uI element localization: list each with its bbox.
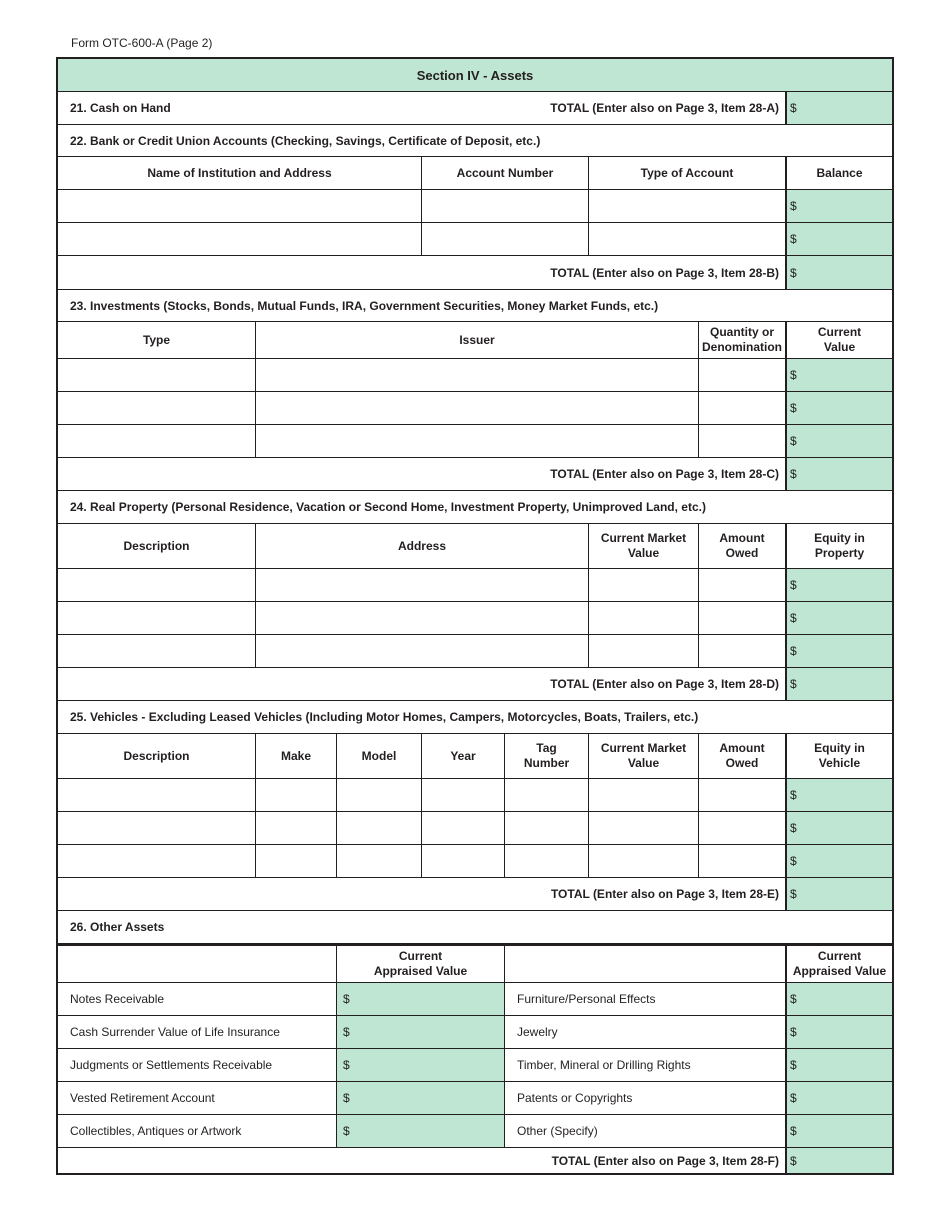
section-title: Section IV - Assets — [58, 59, 892, 91]
quantity-field[interactable] — [698, 359, 785, 391]
real-property-col-header: Amount Owed — [698, 524, 785, 568]
property-address-field[interactable] — [255, 602, 588, 634]
make-field[interactable] — [255, 812, 336, 844]
asset-value-field[interactable] — [785, 1016, 892, 1048]
cash-on-hand-label: 21. Cash on Hand — [70, 101, 171, 115]
tag-number-field[interactable] — [504, 812, 588, 844]
make-field[interactable] — [255, 779, 336, 811]
asset-value-field[interactable] — [785, 983, 892, 1015]
bank-col-header: Account Number — [421, 157, 588, 189]
real-property-row — [58, 602, 892, 635]
equity-field[interactable] — [785, 845, 892, 877]
real-property-row — [58, 635, 892, 668]
institution-field[interactable] — [58, 223, 421, 255]
real-property-col-header: Current Market Value — [588, 524, 698, 568]
dollar-sign: $ — [343, 1091, 350, 1105]
vehicle-description-field[interactable] — [58, 845, 255, 877]
total-amount-field[interactable] — [785, 878, 892, 910]
amount-owed-field[interactable] — [698, 812, 785, 844]
vehicles-col-header: Year — [421, 734, 504, 778]
dollar-sign: $ — [790, 887, 797, 901]
asset-label: Patents or Copyrights — [504, 1082, 785, 1114]
model-field[interactable] — [336, 779, 421, 811]
year-field[interactable] — [421, 812, 504, 844]
asset-label: Jewelry — [504, 1016, 785, 1048]
amount-owed-field[interactable] — [698, 635, 785, 667]
vehicle-description-field[interactable] — [58, 812, 255, 844]
bank-title-row — [58, 125, 892, 157]
bank-section-title: 22. Bank or Credit Union Accounts (Checking, Savings, Certificate of Deposit, etc.) — [70, 133, 541, 148]
dollar-sign: $ — [790, 232, 797, 246]
dollar-sign: $ — [790, 578, 797, 592]
vehicle-row — [58, 845, 892, 878]
investment-type-field[interactable] — [58, 359, 255, 391]
vehicles-col-header: Description — [123, 748, 190, 763]
vehicles-title-row — [58, 701, 892, 734]
issuer-field[interactable] — [255, 392, 698, 424]
amount-owed-field[interactable] — [698, 779, 785, 811]
balance-field[interactable] — [785, 190, 892, 222]
investment-type-field[interactable] — [58, 425, 255, 457]
dollar-sign: $ — [790, 1025, 797, 1039]
other-asset-row — [58, 1082, 892, 1115]
vehicles-col-header: Equity in Vehicle — [785, 734, 892, 778]
assets-form — [56, 57, 894, 1175]
balance-field[interactable] — [785, 223, 892, 255]
equity-field[interactable] — [785, 569, 892, 601]
bank-col-header: Type of Account — [588, 157, 785, 189]
dollar-sign: $ — [790, 677, 797, 691]
investments-header-row — [58, 322, 892, 359]
dollar-sign: $ — [790, 467, 797, 481]
dollar-sign: $ — [790, 992, 797, 1006]
dollar-sign: $ — [343, 992, 350, 1006]
other-assets-blank-header — [504, 946, 785, 982]
vehicles-col-header: Current Market Value — [588, 734, 698, 778]
property-description-field[interactable] — [58, 569, 255, 601]
vehicle-description-field[interactable] — [58, 779, 255, 811]
vehicles-total-row — [58, 878, 892, 911]
asset-label: Notes Receivable — [70, 992, 165, 1006]
asset-value-field[interactable] — [785, 1049, 892, 1081]
dollar-sign: $ — [790, 368, 797, 382]
make-field[interactable] — [255, 845, 336, 877]
real-property-total-row — [58, 668, 892, 701]
dollar-sign: $ — [790, 101, 797, 115]
other-assets-title-row — [58, 911, 892, 944]
other-asset-row — [58, 1049, 892, 1082]
asset-label: Cash Surrender Value of Life Insurance — [70, 1025, 280, 1039]
other-assets-section-title: 26. Other Assets — [70, 920, 165, 934]
section-title-bar — [58, 59, 892, 92]
vehicles-col-header: Make — [255, 734, 336, 778]
current-value-field[interactable] — [785, 392, 892, 424]
investments-col-header: Type — [142, 332, 171, 347]
real-property-col-header: Address — [255, 524, 588, 568]
market-value-field[interactable] — [588, 569, 698, 601]
market-value-field[interactable] — [588, 812, 698, 844]
bank-col-header: Balance — [785, 157, 892, 189]
market-value-field[interactable] — [588, 845, 698, 877]
other-asset-row — [58, 1016, 892, 1049]
tag-number-field[interactable] — [504, 779, 588, 811]
dollar-sign: $ — [790, 1091, 797, 1105]
asset-value-field[interactable] — [785, 1115, 892, 1147]
model-field[interactable] — [336, 812, 421, 844]
asset-label: Furniture/Personal Effects — [504, 983, 785, 1015]
asset-label: Other (Specify) — [504, 1115, 785, 1147]
equity-field[interactable] — [785, 635, 892, 667]
total-label: TOTAL (Enter also on Page 3, Item 28-B) — [550, 265, 779, 280]
current-value-field[interactable] — [785, 425, 892, 457]
amount-owed-field[interactable] — [698, 602, 785, 634]
asset-value-field[interactable] — [336, 983, 504, 1015]
dollar-sign: $ — [790, 265, 797, 280]
property-description-field[interactable] — [58, 635, 255, 667]
dollar-sign: $ — [790, 1153, 797, 1168]
asset-value-field[interactable] — [336, 1115, 504, 1147]
tag-number-field[interactable] — [504, 845, 588, 877]
market-value-field[interactable] — [588, 602, 698, 634]
cash-on-hand-row — [58, 92, 892, 125]
model-field[interactable] — [336, 845, 421, 877]
other-assets-blank-header — [58, 946, 336, 982]
asset-label: Vested Retirement Account — [70, 1091, 215, 1105]
real-property-col-header: Description — [123, 538, 190, 553]
dollar-sign: $ — [790, 199, 797, 213]
asset-value-field[interactable] — [785, 1082, 892, 1114]
year-field[interactable] — [421, 779, 504, 811]
vehicles-section-title: 25. Vehicles - Excluding Leased Vehicles (Including Motor Homes, Campers, Motorcycles, Boats, Trailers, etc.) — [70, 710, 699, 724]
investments-section-title: 23. Investments (Stocks, Bonds, Mutual Funds, IRA, Government Securities, Money Market Funds, etc.) — [70, 298, 659, 313]
real-property-col-header: Equity in Property — [785, 524, 892, 568]
property-description-field[interactable] — [58, 602, 255, 634]
investments-col-header: Issuer — [255, 322, 698, 358]
investments-total-row — [58, 458, 892, 491]
dollar-sign: $ — [790, 1058, 797, 1072]
amount-owed-field[interactable] — [698, 845, 785, 877]
dollar-sign: $ — [343, 1124, 350, 1138]
issuer-field[interactable] — [255, 425, 698, 457]
investments-col-header: Current Value — [785, 322, 892, 358]
market-value-field[interactable] — [588, 635, 698, 667]
real-property-section-title: 24. Real Property (Personal Residence, Vacation or Second Home, Investment Property, Unimproved Land, etc.) — [70, 500, 706, 514]
bank-row — [58, 223, 892, 256]
account-type-field[interactable] — [588, 223, 785, 255]
real-property-row — [58, 569, 892, 602]
current-value-field[interactable] — [785, 359, 892, 391]
other-assets-header-row — [58, 944, 892, 983]
total-label: TOTAL (Enter also on Page 3, Item 28-E) — [550, 887, 779, 901]
total-label: TOTAL (Enter also on Page 3, Item 28-D) — [550, 677, 779, 691]
asset-label: Timber, Mineral or Drilling Rights — [504, 1049, 785, 1081]
cash-amount-field[interactable] — [785, 92, 892, 124]
dollar-sign: $ — [790, 1124, 797, 1138]
other-assets-total-row — [58, 1148, 892, 1173]
asset-value-field[interactable] — [336, 1082, 504, 1114]
vehicles-col-header: Model — [336, 734, 421, 778]
dollar-sign: $ — [343, 1025, 350, 1039]
other-asset-row — [58, 983, 892, 1016]
bank-row — [58, 190, 892, 223]
equity-field[interactable] — [785, 812, 892, 844]
appraised-value-header-right: Current Appraised Value — [785, 946, 892, 982]
investment-row — [58, 392, 892, 425]
investment-row — [58, 425, 892, 458]
bank-total-row — [58, 256, 892, 290]
vehicles-header-row — [58, 734, 892, 779]
issuer-field[interactable] — [255, 359, 698, 391]
vehicle-row — [58, 812, 892, 845]
equity-field[interactable] — [785, 779, 892, 811]
dollar-sign: $ — [343, 1058, 350, 1072]
total-label: TOTAL (Enter also on Page 3, Item 28-C) — [550, 467, 779, 481]
market-value-field[interactable] — [588, 779, 698, 811]
account-number-field[interactable] — [421, 190, 588, 222]
asset-value-field[interactable] — [336, 1049, 504, 1081]
vehicles-col-header: Tag Number — [504, 734, 588, 778]
dollar-sign: $ — [790, 854, 797, 868]
dollar-sign: $ — [790, 434, 797, 448]
appraised-value-header-left: Current Appraised Value — [336, 946, 504, 982]
equity-field[interactable] — [785, 602, 892, 634]
dollar-sign: $ — [790, 611, 797, 625]
investment-type-field[interactable] — [58, 392, 255, 424]
year-field[interactable] — [421, 845, 504, 877]
total-amount-field[interactable] — [785, 458, 892, 490]
real-property-title-row — [58, 491, 892, 524]
investment-row — [58, 359, 892, 392]
other-asset-row — [58, 1115, 892, 1148]
investments-title-row — [58, 290, 892, 322]
quantity-field[interactable] — [698, 392, 785, 424]
asset-label: Collectibles, Antiques or Artwork — [70, 1124, 242, 1138]
vehicle-row — [58, 779, 892, 812]
total-amount-field[interactable] — [785, 256, 892, 289]
vehicles-col-header: Amount Owed — [698, 734, 785, 778]
property-address-field[interactable] — [255, 569, 588, 601]
quantity-field[interactable] — [698, 425, 785, 457]
account-type-field[interactable] — [588, 190, 785, 222]
dollar-sign: $ — [790, 401, 797, 415]
total-amount-field[interactable] — [785, 1148, 892, 1173]
form-id: Form OTC-600-A (Page 2) — [71, 36, 213, 50]
real-property-header-row — [58, 524, 892, 569]
dollar-sign: $ — [790, 644, 797, 658]
amount-owed-field[interactable] — [698, 569, 785, 601]
account-number-field[interactable] — [421, 223, 588, 255]
bank-col-header: Name of Institution and Address — [147, 165, 332, 180]
investments-col-header: Quantity or Denomination — [698, 322, 785, 358]
asset-value-field[interactable] — [336, 1016, 504, 1048]
property-address-field[interactable] — [255, 635, 588, 667]
institution-field[interactable] — [58, 190, 421, 222]
dollar-sign: $ — [790, 788, 797, 802]
asset-label: Judgments or Settlements Receivable — [70, 1058, 273, 1072]
total-label: TOTAL (Enter also on Page 3, Item 28-F) — [551, 1153, 779, 1168]
total-amount-field[interactable] — [785, 668, 892, 700]
dollar-sign: $ — [790, 821, 797, 835]
cash-total-label: TOTAL (Enter also on Page 3, Item 28-A) — [550, 101, 779, 115]
bank-header-row — [58, 157, 892, 190]
